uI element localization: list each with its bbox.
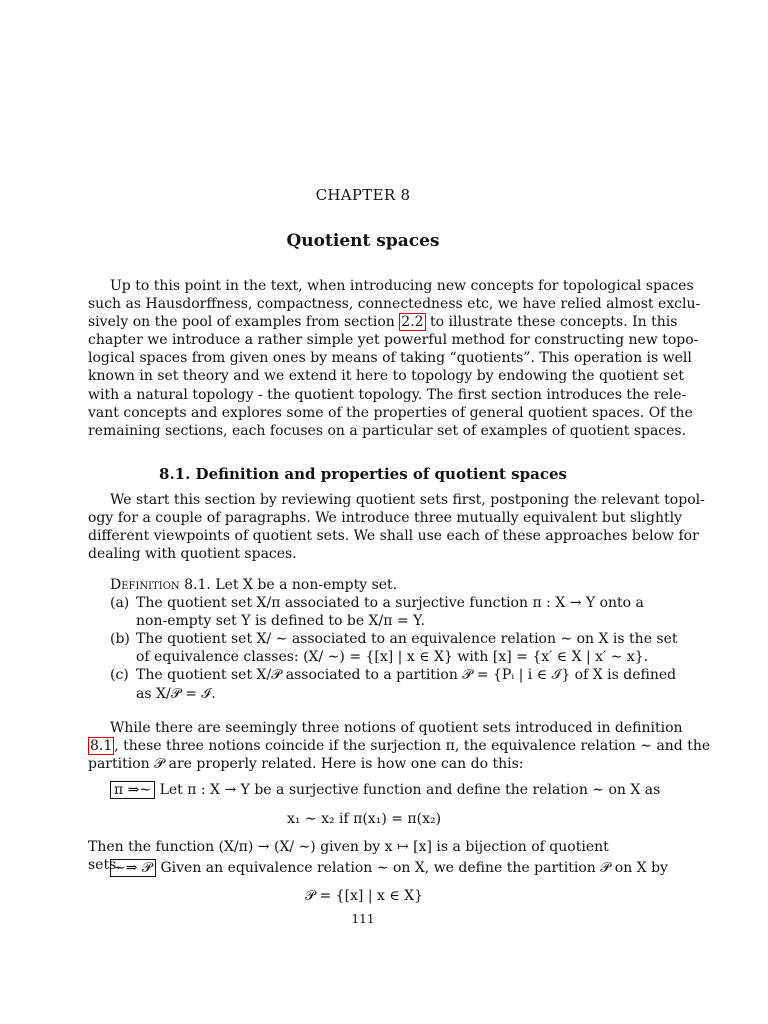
step-surjection-to-relation (88, 781, 661, 799)
text-line: different viewpoints of quotient sets. We shall use each of these approaches below for (88, 528, 699, 545)
text-line: known in set theory and we extend it here to topology by endowing the quotient set (88, 368, 685, 385)
text-line: remaining sections, each focuses on a particular set of examples of quotient spaces. (88, 422, 687, 439)
definition-block (88, 576, 678, 703)
text-line: Up to this point in the text, when introducing new concepts for topological spaces (110, 278, 694, 294)
text-line: non-empty set Y is defined to be X/π = Y. (136, 613, 425, 630)
text-line: such as Hausdorffness, compactness, connectedness etc, we have relied almost exclu- (88, 296, 701, 313)
definition-label: Definition (110, 577, 180, 593)
text-line: of equivalence classes: (X/ ∼) = {[x] | x ∈ X} with [x] = {x′ ∈ X | x′ ∼ x}. (136, 649, 649, 666)
display-equation: 𝒫 = {[x] | x ∈ X} (304, 888, 424, 904)
paragraph-relations (88, 719, 711, 773)
text-span: Let π : X → Y be a surjective function and define the relation ∼ on X as (159, 782, 661, 798)
definition-link[interactable]: 8.1 (90, 738, 113, 755)
chapter-title: Quotient spaces (286, 231, 440, 251)
text-line: with a natural topology - the quotient topology. The first section introduces the rele- (88, 386, 687, 403)
definition-header (88, 576, 640, 594)
text-span: , these three notions coincide if the surjection π, the equivalence relation ∼ and the (114, 738, 711, 755)
section-intro-paragraph (88, 491, 705, 563)
text-span: sively on the pool of examples from section (88, 314, 395, 331)
item-label: (a) (110, 595, 130, 612)
item-label: (b) (110, 631, 130, 648)
intro-paragraph (88, 277, 701, 440)
definition-text: Let X be a non-empty set. (215, 577, 398, 593)
text-line: Then the function (X/π) → (X/ ∼) given by x ↦ [x] is a bijection of quotient sets. (88, 839, 609, 874)
text-line (88, 737, 711, 755)
text-line: as X/𝒫 = ℐ. (136, 685, 216, 702)
section-link[interactable]: 2.2 (401, 314, 424, 331)
definition-item-b (88, 630, 678, 666)
step-box-label: ∼⇒ 𝒫 (110, 859, 156, 877)
item-label: (c) (110, 667, 129, 684)
text-line: vant concepts and explores some of the properties of general quotient spaces. Of the (88, 404, 693, 421)
section-title: 8.1. Definition and properties of quotient spaces (159, 465, 567, 483)
text-line (88, 859, 668, 877)
text-line: dealing with quotient spaces. (88, 546, 297, 563)
text-line: We start this section by reviewing quotient sets first, postponing the relevant topol- (110, 492, 705, 508)
text-line (88, 313, 678, 331)
definition-item-c (88, 666, 677, 702)
definition-item-a (88, 594, 644, 630)
step-box-label: π ⇒∼ (110, 781, 155, 799)
text-line: ogy for a couple of paragraphs. We introduce three mutually equivalent but slightly (88, 510, 683, 527)
text-span: to illustrate these concepts. In this (430, 314, 678, 331)
text-line: The quotient set X/ ∼ associated to an equivalence relation ∼ on X is the set (136, 631, 678, 648)
text-span: Given an equivalence relation ∼ on X, we define the partition 𝒫 on X by (160, 860, 668, 876)
text-line (88, 781, 661, 799)
page-number: 111 (351, 912, 375, 926)
step-relation-to-partition (88, 859, 668, 877)
text-line: The quotient set X/π associated to a surjective function π : X → Y onto a (136, 595, 644, 612)
chapter-label: CHAPTER 8 (315, 186, 411, 204)
text-line: logical spaces from given ones by means of taking “quotients”. This operation is well (88, 350, 692, 367)
definition-number: 8.1. (184, 577, 211, 593)
text-line: partition 𝒫 are properly related. Here is how one can do this: (88, 756, 524, 773)
display-equation: x₁ ∼ x₂ if π(x₁) = π(x₂) (286, 811, 442, 827)
text-line: The quotient set X/𝒫 associated to a partition 𝒫 = {Pᵢ | i ∈ ℐ} of X is defined (136, 667, 677, 684)
text-line: While there are seemingly three notions of quotient sets introduced in definition (110, 720, 683, 736)
text-line: chapter we introduce a rather simple yet powerful method for constructing new topo- (88, 332, 699, 349)
